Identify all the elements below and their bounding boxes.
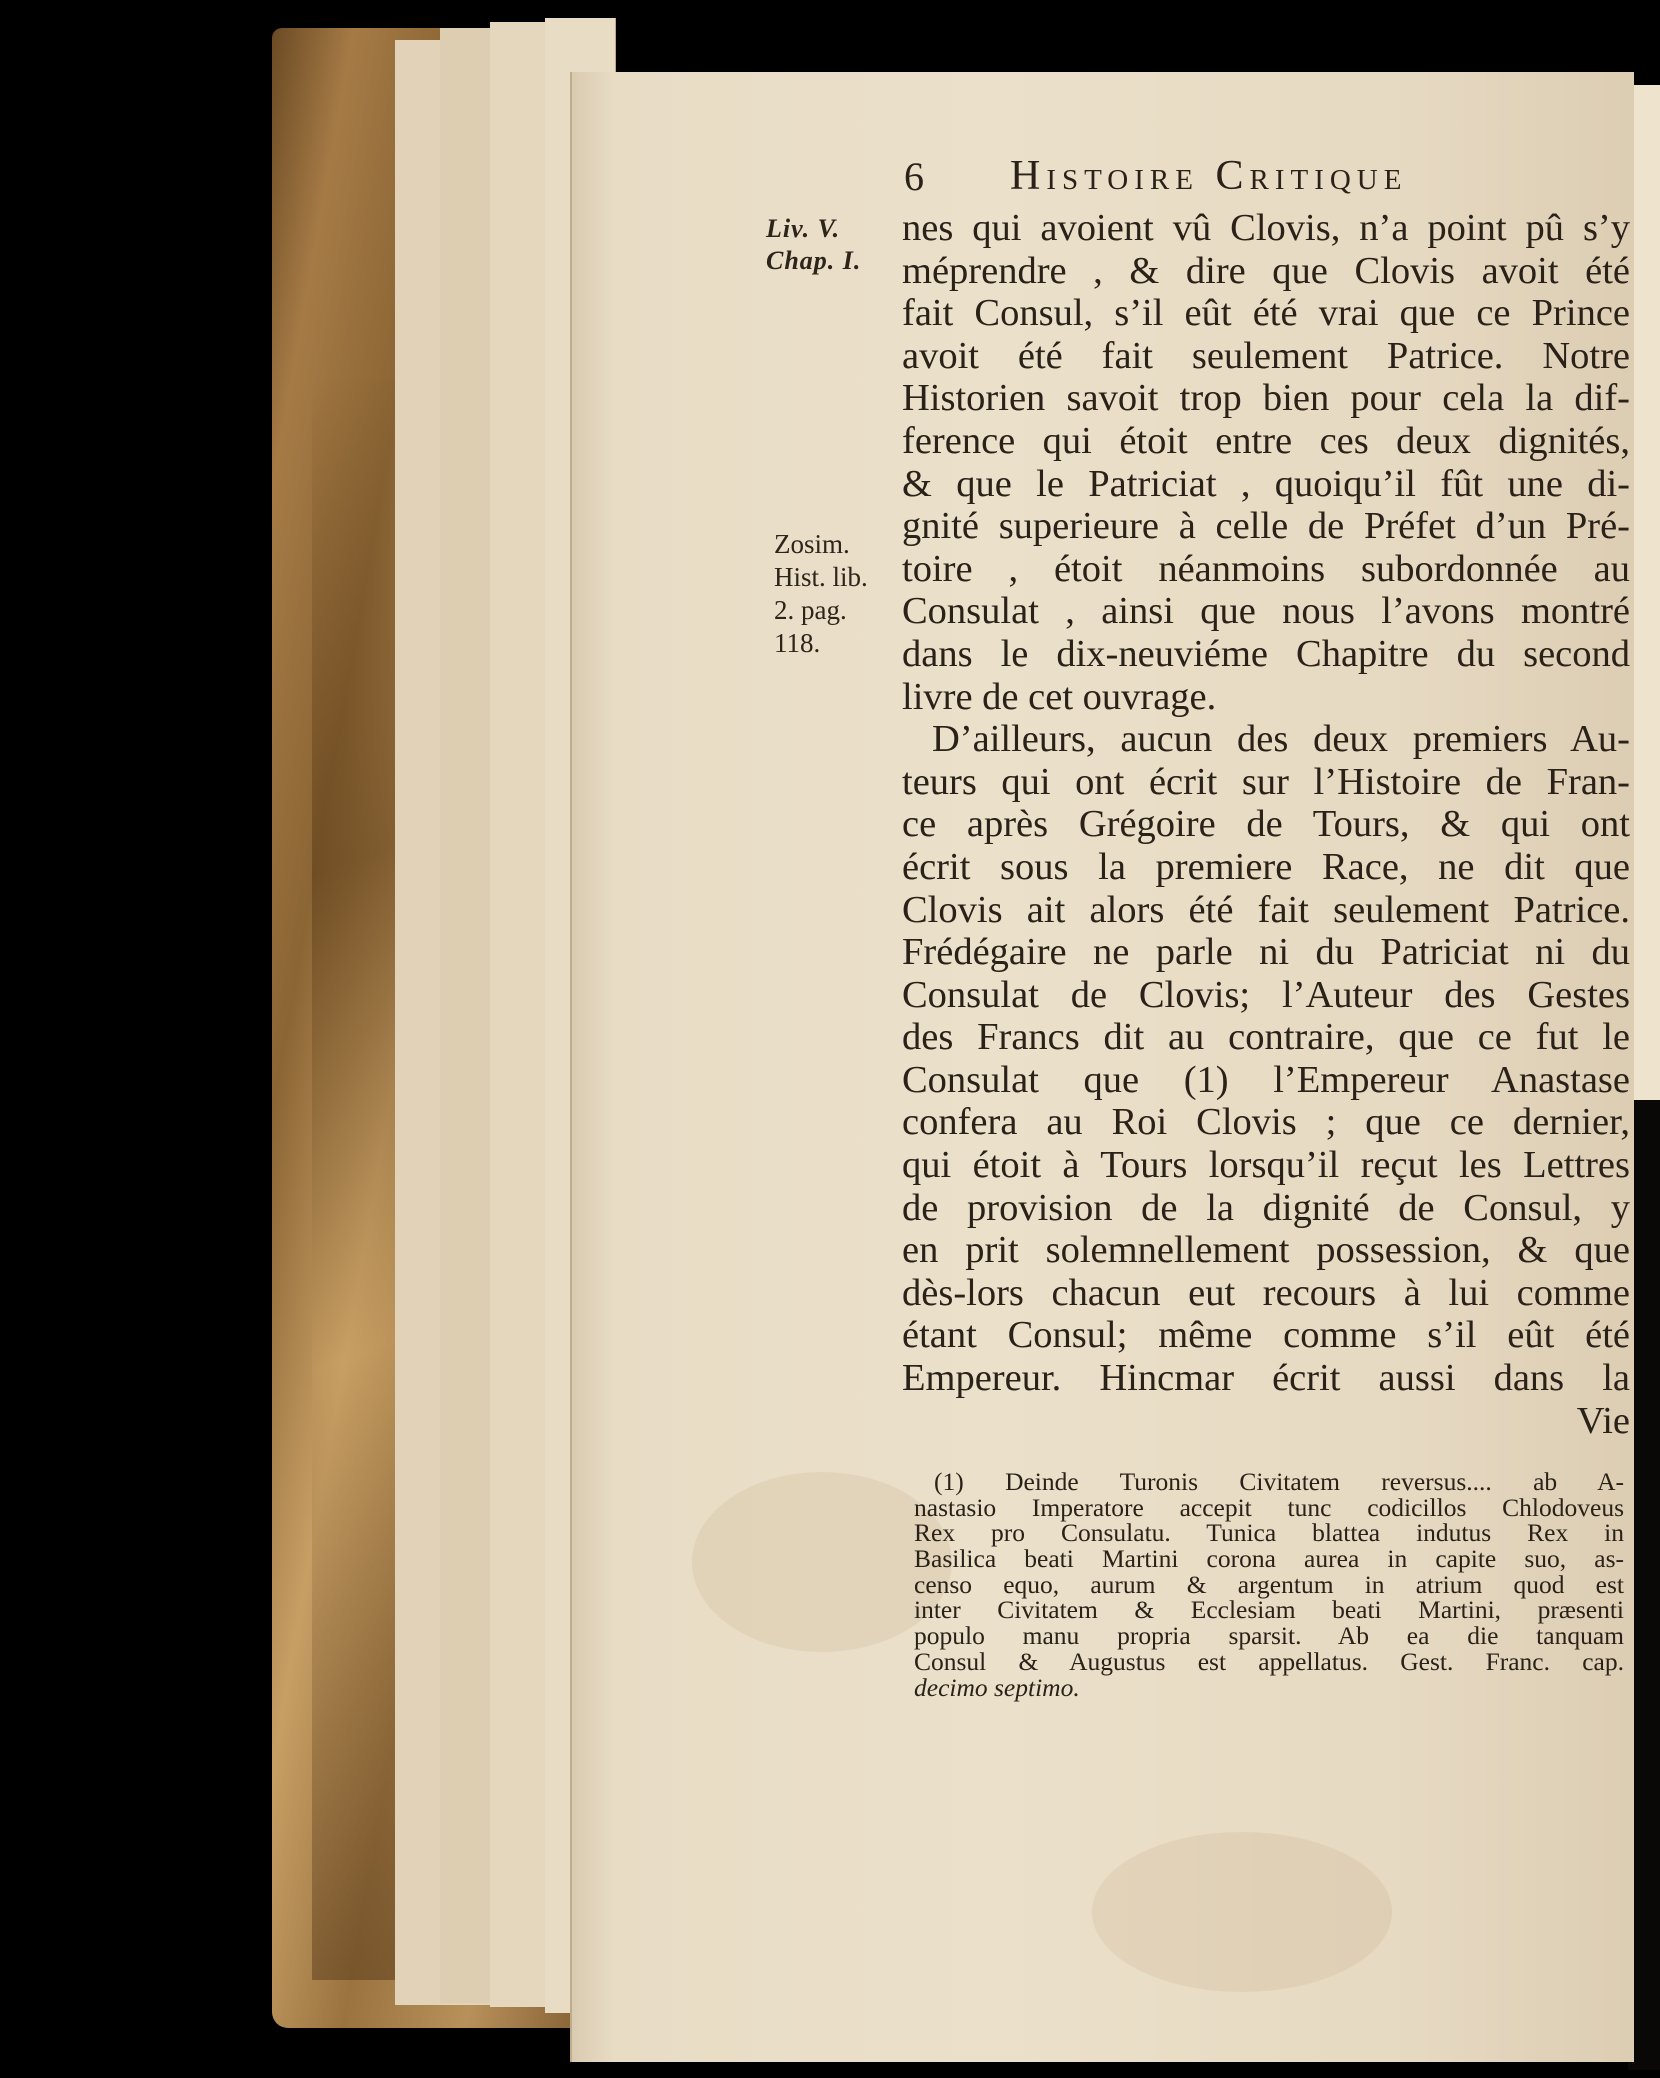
text-line: des Francs dit au contraire, que ce fut le <box>902 1016 1630 1059</box>
margin-note-source-ref <box>774 528 868 660</box>
text-line: Clovis ait alors été fait seulement Patrice. <box>902 888 1630 931</box>
paper-stain <box>1092 1832 1392 1992</box>
text-line: avoit été fait seulement Patrice. Notre <box>902 334 1630 377</box>
paper-stain <box>692 1472 952 1652</box>
margin-note-line: Chap. I. <box>766 246 862 275</box>
text-line: Consulat que (1) l’Empereur Anastase <box>902 1058 1630 1101</box>
text-line: fait Consul, s’il eût été vrai que ce Prince <box>902 292 1630 335</box>
footnote-line: Rex pro Consulatu. Tunica blattea indutus Rex in <box>914 1518 1624 1548</box>
text-line: écrit sous la premiere Race, ne dit que <box>902 845 1630 888</box>
text-line: toire , étoit néanmoins subordonnée au <box>902 547 1630 590</box>
margin-note-line: Hist. lib. <box>774 562 868 592</box>
footnote <box>914 1469 1624 1700</box>
text-line: Consulat de Clovis; l’Auteur des Gestes <box>902 973 1630 1016</box>
text-line: D’ailleurs, aucun des deux premiers Au- <box>932 718 1630 761</box>
catchword: Vie <box>1576 1399 1630 1442</box>
margin-note-line: Liv. V. <box>766 214 841 243</box>
text-line: teurs qui ont écrit sur l’Histoire de Fran- <box>902 760 1630 803</box>
text-line: Frédégaire ne parle ni du Patriciat ni du <box>902 931 1630 974</box>
text-line: Consulat , ainsi que nous l’avons montré <box>902 590 1630 633</box>
footnote-line: censo equo, aurum & argentum in atrium quod est <box>914 1569 1624 1599</box>
footnote-line: Consul & Augustus est appellatus. Gest. Franc. cap. <box>914 1646 1624 1676</box>
text-line: Empereur. Hincmar écrit aussi dans la <box>902 1357 1630 1400</box>
text-line: de provision de la dignité de Consul, y <box>902 1186 1630 1229</box>
margin-note-book-ref <box>766 213 861 277</box>
text-line: dans le dix-neuviéme Chapitre du second <box>902 632 1630 675</box>
text-line: en prit solemnellement possession, & que <box>902 1229 1630 1272</box>
text-line: ce après Grégoire de Tours, & qui ont <box>902 803 1630 846</box>
text-line: livre de cet ouvrage. <box>902 675 1217 718</box>
text-line: qui étoit à Tours lorsqu’il reçut les Lettres <box>902 1144 1630 1187</box>
text-line: méprendre , & dire que Clovis avoit été <box>902 249 1630 292</box>
page-number: 6 <box>904 154 924 199</box>
main-text <box>902 207 1630 1442</box>
footnote-line: inter Civitatem & Ecclesiam beati Martini, præsenti <box>914 1595 1624 1625</box>
footnote-line: populo manu propria sparsit. Ab ea die tanquam <box>914 1621 1624 1651</box>
footnote-line: nastasio Imperatore accepit tunc codicillos Chlodoveus <box>914 1492 1624 1522</box>
footnote-line: Basilica beati Martini corona aurea in capite suo, as- <box>914 1544 1624 1574</box>
text-line: confera au Roi Clovis ; que ce dernier, <box>902 1101 1630 1144</box>
text-line: gnité superieure à celle de Préfet d’un Pré- <box>902 505 1630 548</box>
margin-note-line: Zosim. <box>774 529 850 559</box>
margin-note-line: 118. <box>774 628 821 658</box>
text-line: étant Consul; même comme s’il eût été <box>902 1314 1630 1357</box>
running-title: Histoire Critique <box>1010 153 1408 199</box>
text-line: Historien savoit trop bien pour cela la dif- <box>902 377 1630 420</box>
margin-note-line: 2. pag. <box>774 595 847 625</box>
footnote-line: decimo septimo. <box>914 1672 1080 1702</box>
text-line: ference qui étoit entre ces deux dignités, <box>902 419 1630 462</box>
text-line: nes qui avoient vû Clovis, n’a point pû s’y <box>902 207 1630 249</box>
text-line: dès-lors chacun eut recours à lui comme <box>902 1271 1630 1314</box>
text-line: & que le Patriciat , quoiqu’il fût une di- <box>902 462 1630 505</box>
footnote-line: (1) Deinde Turonis Civitatem reversus.... ab A- <box>934 1467 1624 1496</box>
